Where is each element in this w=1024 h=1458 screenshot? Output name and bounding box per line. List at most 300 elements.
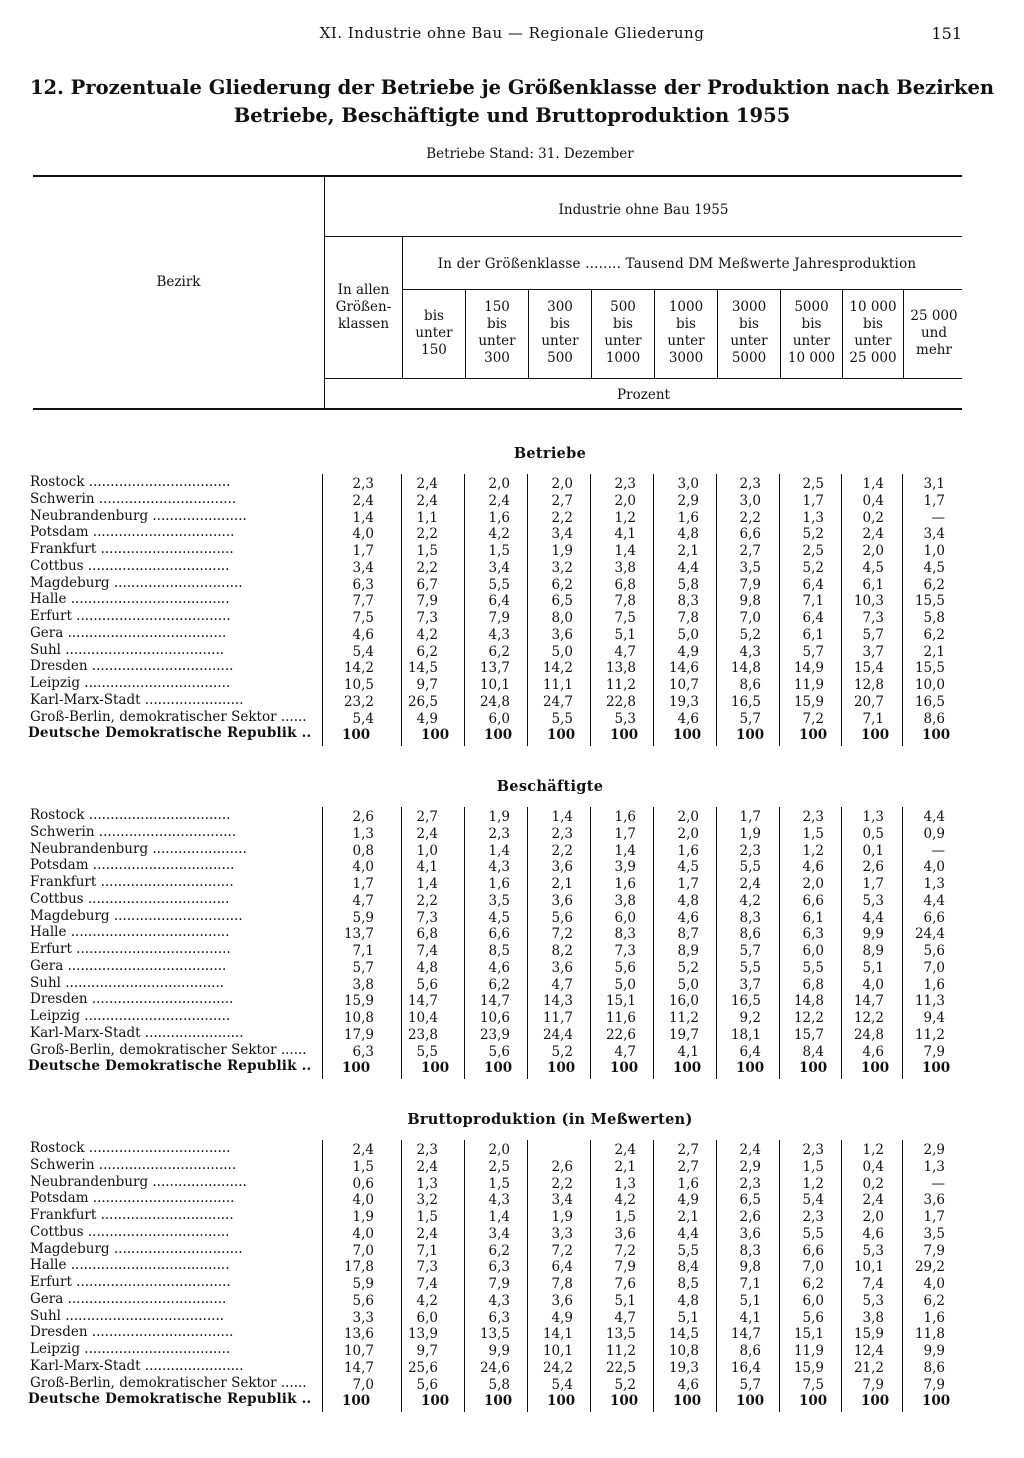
cell-value: 4,8 bbox=[416, 959, 438, 976]
cell-value: 5,6 bbox=[416, 1376, 438, 1393]
cell-value: 7,9 bbox=[923, 1242, 945, 1259]
cell-value: 2,3 bbox=[739, 1175, 761, 1192]
cell-value: 11,8 bbox=[914, 1326, 945, 1343]
section-title: Bruttoproduktion (in Meßwerten) bbox=[407, 1111, 693, 1128]
cell-value: 8,6 bbox=[739, 677, 761, 693]
cell-value: 4,3 bbox=[488, 1292, 510, 1309]
row-label: Suhl ..................................... bbox=[30, 974, 225, 991]
table-row bbox=[0, 1308, 1024, 1325]
cell-value: 100 bbox=[673, 1060, 702, 1077]
row-label: Magdeburg .............................. bbox=[30, 574, 243, 591]
cell-value: 5,0 bbox=[677, 976, 699, 993]
cell-value: 5,9 bbox=[352, 909, 374, 926]
cell-value: 5,1 bbox=[677, 1309, 699, 1326]
cell-value: 4,4 bbox=[862, 909, 884, 926]
cell-value: 1,6 bbox=[677, 509, 699, 526]
cell-value: 4,3 bbox=[488, 1192, 510, 1209]
row-label: Rostock ................................. bbox=[30, 1140, 231, 1156]
cell-value: 23,2 bbox=[343, 693, 374, 710]
cell-value: 9,8 bbox=[739, 593, 761, 610]
cell-value: 7,1 bbox=[862, 710, 884, 727]
cell-value: 5,5 bbox=[802, 959, 824, 976]
row-label: Rostock ................................. bbox=[30, 474, 231, 490]
cell-value: 3,6 bbox=[551, 859, 573, 876]
cell-value: 3,6 bbox=[551, 626, 573, 643]
total-row bbox=[0, 1058, 1024, 1075]
cell-value: 8,5 bbox=[677, 1276, 699, 1292]
cell-value: 5,3 bbox=[614, 710, 636, 727]
cell-value: 4,0 bbox=[352, 1192, 374, 1209]
running-head: XI. Industrie ohne Bau — Regionale Gliederung bbox=[319, 24, 705, 42]
cell-value: 4,0 bbox=[352, 1225, 374, 1242]
row-label: Schwerin ................................ bbox=[30, 490, 237, 507]
cell-value: 7,9 bbox=[923, 1376, 945, 1393]
cell-value: 12,2 bbox=[853, 1010, 884, 1026]
cell-value: 100 bbox=[547, 1393, 576, 1410]
cell-value: 2,3 bbox=[551, 825, 573, 842]
cell-value: 100 bbox=[421, 1393, 450, 1410]
table-row bbox=[0, 1274, 1024, 1291]
cell-value: 11,2 bbox=[605, 1343, 636, 1359]
cell-value: 7,5 bbox=[614, 610, 636, 626]
cell-value: 1,7 bbox=[802, 492, 824, 509]
row-label: Rostock ................................. bbox=[30, 807, 231, 823]
cell-value: 5,1 bbox=[614, 626, 636, 643]
cell-value: 100 bbox=[673, 727, 702, 744]
row-label: Frankfurt ............................... bbox=[30, 541, 234, 557]
cell-value: 8,9 bbox=[862, 943, 884, 959]
table-row bbox=[0, 1025, 1024, 1042]
cell-value: 1,4 bbox=[352, 509, 374, 526]
cell-value: 4,9 bbox=[551, 1309, 573, 1326]
table-row bbox=[0, 1190, 1024, 1207]
cell-value: 4,3 bbox=[488, 859, 510, 876]
cell-value: 1,7 bbox=[923, 1209, 945, 1225]
cell-value: 100 bbox=[799, 1393, 828, 1410]
cell-value: 7,5 bbox=[802, 1376, 824, 1393]
header-class-6 bbox=[718, 299, 780, 367]
cell-value: 3,5 bbox=[488, 892, 510, 909]
cell-value: 5,3 bbox=[862, 892, 884, 909]
cell-value: 25,6 bbox=[407, 1359, 438, 1376]
cell-value: 1,9 bbox=[488, 809, 510, 825]
cell-value: 11,7 bbox=[542, 1010, 573, 1026]
cell-value: 1,5 bbox=[614, 1209, 636, 1225]
cell-value: 2,1 bbox=[923, 643, 945, 660]
cell-value: 1,6 bbox=[923, 1309, 945, 1326]
cell-value: 13,9 bbox=[407, 1326, 438, 1343]
cell-value: 8,7 bbox=[677, 926, 699, 943]
table-row bbox=[0, 1341, 1024, 1358]
cell-value: 5,2 bbox=[677, 959, 699, 976]
row-label: Suhl ..................................... bbox=[30, 641, 225, 658]
header-class-line: 5000 bbox=[731, 350, 767, 366]
cell-value: 100 bbox=[922, 1393, 951, 1410]
cell-value: 1,5 bbox=[416, 543, 438, 559]
cell-value: 14,7 bbox=[730, 1326, 761, 1343]
cell-value: 15,7 bbox=[793, 1026, 824, 1043]
cell-value: 19,3 bbox=[668, 1359, 699, 1376]
row-label: Neubrandenburg ...................... bbox=[30, 840, 247, 857]
cell-value: 3,8 bbox=[614, 559, 636, 576]
cell-value: 1,3 bbox=[802, 509, 824, 526]
cell-value: 15,5 bbox=[914, 660, 945, 677]
cell-value: 14,6 bbox=[668, 660, 699, 677]
cell-value: 5,2 bbox=[614, 1376, 636, 1393]
cell-value: 100 bbox=[861, 1393, 890, 1410]
cell-value: 11,1 bbox=[542, 677, 573, 693]
cell-value: 2,4 bbox=[352, 1142, 374, 1158]
cell-value: 2,7 bbox=[677, 1142, 699, 1158]
cell-value: 3,6 bbox=[551, 892, 573, 909]
header-class-line: 3000 bbox=[668, 350, 704, 366]
cell-value: 12,4 bbox=[853, 1343, 884, 1359]
cell-value: 6,4 bbox=[488, 593, 510, 610]
cell-value: 2,3 bbox=[739, 842, 761, 859]
cell-value: 5,5 bbox=[739, 859, 761, 876]
cell-value: 15,4 bbox=[853, 660, 884, 677]
cell-value: 14,5 bbox=[668, 1326, 699, 1343]
cell-value: 6,0 bbox=[802, 1292, 824, 1309]
cell-value: 8,6 bbox=[923, 1359, 945, 1376]
table-row bbox=[0, 625, 1024, 642]
cell-value: 2,2 bbox=[416, 526, 438, 543]
cell-value: 4,5 bbox=[488, 909, 510, 926]
cell-value: 3,9 bbox=[614, 859, 636, 876]
cell-value: 7,8 bbox=[677, 610, 699, 626]
table-row bbox=[0, 891, 1024, 908]
cell-value: 2,6 bbox=[551, 1158, 573, 1175]
header-class-line: 1000 bbox=[668, 299, 704, 315]
cell-value: 100 bbox=[342, 1393, 371, 1410]
row-label: Halle ..................................... bbox=[30, 591, 230, 608]
cell-value: 4,2 bbox=[739, 892, 761, 909]
table-row bbox=[0, 1140, 1024, 1157]
cell-value: 100 bbox=[610, 727, 639, 744]
cell-value: 0,4 bbox=[862, 1158, 884, 1175]
cell-value: 1,3 bbox=[614, 1175, 636, 1192]
cell-value: 100 bbox=[861, 727, 890, 744]
cell-value: 7,9 bbox=[488, 1276, 510, 1292]
header-class-line: bis bbox=[424, 308, 444, 324]
section-title: Betriebe bbox=[513, 445, 587, 462]
cell-value: 16,5 bbox=[914, 693, 945, 710]
cell-value: 11,3 bbox=[914, 993, 945, 1010]
section-title: Beschäftigte bbox=[496, 778, 604, 795]
cell-value: 0,8 bbox=[352, 842, 374, 859]
row-label: Deutsche Demokratische Republik .. bbox=[28, 1391, 312, 1408]
cell-value: 6,2 bbox=[488, 976, 510, 993]
cell-value: 5,1 bbox=[614, 1292, 636, 1309]
cell-value: 7,1 bbox=[802, 593, 824, 610]
cell-value: 4,4 bbox=[923, 892, 945, 909]
cell-value: 3,6 bbox=[551, 959, 573, 976]
header-class-8 bbox=[843, 299, 903, 367]
table-row bbox=[0, 1241, 1024, 1258]
header-class-4 bbox=[592, 299, 654, 367]
cell-value: 2,3 bbox=[352, 476, 374, 492]
row-label: Frankfurt ............................... bbox=[30, 1207, 234, 1223]
cell-value: 1,9 bbox=[551, 1209, 573, 1225]
header-class-line: 25 000 bbox=[849, 350, 897, 366]
cell-value: 2,2 bbox=[416, 892, 438, 909]
cell-value: 11,6 bbox=[605, 1010, 636, 1026]
table-row bbox=[0, 491, 1024, 508]
cell-value: 7,4 bbox=[416, 943, 438, 959]
cell-value: 5,8 bbox=[677, 576, 699, 593]
row-label: Gera ..................................... bbox=[30, 957, 227, 974]
cell-value: 14,7 bbox=[407, 993, 438, 1010]
cell-value: 4,6 bbox=[677, 909, 699, 926]
row-label: Karl-Marx-Stadt ....................... bbox=[30, 691, 244, 708]
table-row bbox=[0, 1174, 1024, 1191]
header-class-line: 150 bbox=[484, 299, 510, 315]
cell-value: 2,3 bbox=[802, 1142, 824, 1158]
cell-value: 7,2 bbox=[614, 1242, 636, 1259]
cell-value: 100 bbox=[922, 1060, 951, 1077]
header-rule-industrie bbox=[325, 236, 962, 237]
cell-value: 10,6 bbox=[479, 1010, 510, 1026]
cell-value: 7,3 bbox=[614, 943, 636, 959]
cell-value: 4,1 bbox=[677, 1043, 699, 1060]
cell-value: 100 bbox=[484, 1393, 513, 1410]
cell-value: 6,3 bbox=[488, 1309, 510, 1326]
total-row bbox=[0, 725, 1024, 742]
cell-value: 5,8 bbox=[923, 610, 945, 626]
cell-value: 1,0 bbox=[923, 543, 945, 559]
table-row bbox=[0, 591, 1024, 608]
cell-value: 10,3 bbox=[853, 593, 884, 610]
table-row bbox=[0, 474, 1024, 491]
table-row bbox=[0, 1224, 1024, 1241]
cell-value: 4,1 bbox=[614, 526, 636, 543]
cell-value: 2,7 bbox=[677, 1158, 699, 1175]
header-alle-line: klassen bbox=[337, 316, 390, 332]
cell-value: 0,6 bbox=[352, 1175, 374, 1192]
cell-value: 12,2 bbox=[793, 1010, 824, 1026]
cell-value: 2,4 bbox=[862, 1192, 884, 1209]
cell-value: 3,2 bbox=[551, 559, 573, 576]
cell-value: 100 bbox=[799, 1060, 828, 1077]
cell-value: 6,2 bbox=[488, 643, 510, 660]
cell-value: 3,3 bbox=[352, 1309, 374, 1326]
cell-value: 7,3 bbox=[862, 610, 884, 626]
cell-value: 3,7 bbox=[739, 976, 761, 993]
cell-value: 1,4 bbox=[862, 476, 884, 492]
cell-value: 6,8 bbox=[416, 926, 438, 943]
cell-value: 5,5 bbox=[677, 1242, 699, 1259]
row-label: Magdeburg .............................. bbox=[30, 907, 243, 924]
cell-value: 100 bbox=[484, 1060, 513, 1077]
cell-value: 100 bbox=[610, 1393, 639, 1410]
cell-value: 1,5 bbox=[488, 1175, 510, 1192]
cell-value: 6,2 bbox=[802, 1276, 824, 1292]
header-rule-klassen bbox=[403, 289, 962, 290]
cell-value: 7,9 bbox=[923, 1043, 945, 1060]
cell-value: — bbox=[931, 1175, 945, 1192]
cell-value: 8,3 bbox=[677, 593, 699, 610]
cell-value: 7,9 bbox=[862, 1376, 884, 1393]
cell-value: 3,8 bbox=[352, 976, 374, 993]
header-class-2 bbox=[466, 299, 528, 367]
cell-value: 6,2 bbox=[923, 1292, 945, 1309]
cell-value: 6,3 bbox=[352, 1043, 374, 1060]
cell-value: 3,4 bbox=[488, 1225, 510, 1242]
cell-value: 13,5 bbox=[479, 1326, 510, 1343]
header-class-1 bbox=[403, 308, 465, 359]
row-label: Schwerin ................................ bbox=[30, 823, 237, 840]
cell-value: 4,2 bbox=[416, 626, 438, 643]
cell-value: 6,2 bbox=[923, 576, 945, 593]
cell-value: 3,0 bbox=[739, 492, 761, 509]
cell-value: 6,6 bbox=[802, 892, 824, 909]
cell-value: 5,0 bbox=[614, 976, 636, 993]
cell-value: 10,0 bbox=[914, 677, 945, 693]
cell-value: 4,6 bbox=[862, 1043, 884, 1060]
cell-value: 11,2 bbox=[605, 677, 636, 693]
row-label: Potsdam ................................. bbox=[30, 857, 235, 874]
cell-value: 5,6 bbox=[352, 1292, 374, 1309]
cell-value: 19,3 bbox=[668, 693, 699, 710]
cell-value: 1,6 bbox=[488, 876, 510, 892]
cell-value: 2,4 bbox=[416, 492, 438, 509]
table-row bbox=[0, 1042, 1024, 1059]
header-class-5 bbox=[655, 299, 717, 367]
cell-value: 2,3 bbox=[614, 476, 636, 492]
cell-value: 4,7 bbox=[614, 643, 636, 660]
cell-value: 1,6 bbox=[677, 842, 699, 859]
cell-value: 16,4 bbox=[730, 1359, 761, 1376]
header-class-line: 300 bbox=[547, 299, 573, 315]
cell-value: 11,9 bbox=[793, 1343, 824, 1359]
cell-value: 100 bbox=[799, 727, 828, 744]
cell-value: 100 bbox=[342, 1060, 371, 1077]
row-label: Groß-Berlin, demokratischer Sektor ...... bbox=[30, 1041, 307, 1058]
cell-value: 5,6 bbox=[416, 976, 438, 993]
cell-value: 5,1 bbox=[862, 959, 884, 976]
cell-value: 2,3 bbox=[802, 809, 824, 825]
header-class-line: unter bbox=[541, 333, 579, 349]
header-class-line: 300 bbox=[484, 350, 510, 366]
cell-value: 6,4 bbox=[802, 610, 824, 626]
row-label: Dresden ................................. bbox=[30, 658, 234, 675]
table-row bbox=[0, 608, 1024, 625]
cell-value: 6,5 bbox=[739, 1192, 761, 1209]
cell-value: 3,8 bbox=[614, 892, 636, 909]
cell-value: 2,1 bbox=[551, 876, 573, 892]
table-row bbox=[0, 1291, 1024, 1308]
cell-value: 2,9 bbox=[739, 1158, 761, 1175]
cell-value: 15,1 bbox=[605, 993, 636, 1010]
row-label: Suhl ..................................... bbox=[30, 1307, 225, 1324]
cell-value: 6,0 bbox=[488, 710, 510, 727]
cell-value: 3,4 bbox=[551, 526, 573, 543]
header-top-rule bbox=[33, 175, 962, 177]
row-label: Erfurt .................................... bbox=[30, 608, 231, 624]
cell-value: 15,9 bbox=[853, 1326, 884, 1343]
cell-value: 4,2 bbox=[488, 526, 510, 543]
cell-value: 1,7 bbox=[677, 876, 699, 892]
cell-value: 6,0 bbox=[614, 909, 636, 926]
cell-value: 5,3 bbox=[862, 1292, 884, 1309]
cell-value: 14,9 bbox=[793, 660, 824, 677]
cell-value: 4,1 bbox=[739, 1309, 761, 1326]
cell-value: 100 bbox=[673, 1393, 702, 1410]
cell-value: 2,5 bbox=[802, 543, 824, 559]
cell-value: 3,4 bbox=[923, 526, 945, 543]
cell-value: 22,8 bbox=[605, 693, 636, 710]
cell-value: 2,5 bbox=[802, 476, 824, 492]
cell-value: 6,5 bbox=[551, 593, 573, 610]
header-class-line: 3000 bbox=[731, 299, 767, 315]
cell-value: 10,7 bbox=[668, 677, 699, 693]
cell-value: 4,3 bbox=[739, 643, 761, 660]
cell-value: 4,9 bbox=[416, 710, 438, 727]
row-label: Leipzig .................................. bbox=[30, 675, 231, 691]
cell-value: 4,5 bbox=[677, 859, 699, 876]
cell-value: 5,2 bbox=[802, 526, 824, 543]
table-row bbox=[0, 642, 1024, 659]
header-class-line: 10 000 bbox=[849, 299, 897, 315]
cell-value: 7,6 bbox=[614, 1276, 636, 1292]
cell-value: 7,2 bbox=[551, 926, 573, 943]
cell-value: 14,2 bbox=[542, 660, 573, 677]
cell-value: 7,1 bbox=[416, 1242, 438, 1259]
cell-value: 14,8 bbox=[730, 660, 761, 677]
cell-value: 24,8 bbox=[853, 1026, 884, 1043]
table-row bbox=[0, 924, 1024, 941]
cell-value: 2,0 bbox=[862, 543, 884, 559]
header-class-line: 10 000 bbox=[787, 350, 836, 366]
cell-value: 5,6 bbox=[802, 1309, 824, 1326]
cell-value: 2,9 bbox=[677, 492, 699, 509]
cell-value: 2,2 bbox=[551, 1175, 573, 1192]
cell-value: 5,2 bbox=[802, 559, 824, 576]
cell-value: 7,3 bbox=[416, 1259, 438, 1276]
cell-value: 7,0 bbox=[802, 1259, 824, 1276]
cell-value: 2,3 bbox=[739, 476, 761, 492]
header-class-7 bbox=[781, 299, 842, 367]
cell-value: 4,0 bbox=[352, 526, 374, 543]
cell-value: 10,1 bbox=[853, 1259, 884, 1276]
cell-value: 9,7 bbox=[416, 1343, 438, 1359]
cell-value: 6,1 bbox=[802, 909, 824, 926]
cell-value: 1,6 bbox=[614, 809, 636, 825]
cell-value: 13,7 bbox=[343, 926, 374, 943]
cell-value: 5,4 bbox=[352, 710, 374, 727]
cell-value: 10,1 bbox=[542, 1343, 573, 1359]
cell-value: 2,2 bbox=[739, 509, 761, 526]
cell-value: 7,0 bbox=[923, 959, 945, 976]
cell-value: 1,7 bbox=[739, 809, 761, 825]
cell-value: 1,2 bbox=[862, 1142, 884, 1158]
cell-value: 2,7 bbox=[551, 492, 573, 509]
cell-value: 8,6 bbox=[739, 1343, 761, 1359]
cell-value: 21,2 bbox=[853, 1359, 884, 1376]
row-label: Erfurt .................................... bbox=[30, 1274, 231, 1290]
cell-value: 8,6 bbox=[739, 926, 761, 943]
cell-value: 100 bbox=[610, 1060, 639, 1077]
cell-value: 6,8 bbox=[802, 976, 824, 993]
cell-value: 6,6 bbox=[739, 526, 761, 543]
cell-value: 0,5 bbox=[862, 825, 884, 842]
cell-value: 4,0 bbox=[923, 859, 945, 876]
cell-value: 4,6 bbox=[488, 959, 510, 976]
cell-value: 11,2 bbox=[668, 1010, 699, 1026]
cell-value: 7,0 bbox=[739, 610, 761, 626]
cell-value: 2,4 bbox=[416, 1158, 438, 1175]
cell-value: 5,2 bbox=[551, 1043, 573, 1060]
